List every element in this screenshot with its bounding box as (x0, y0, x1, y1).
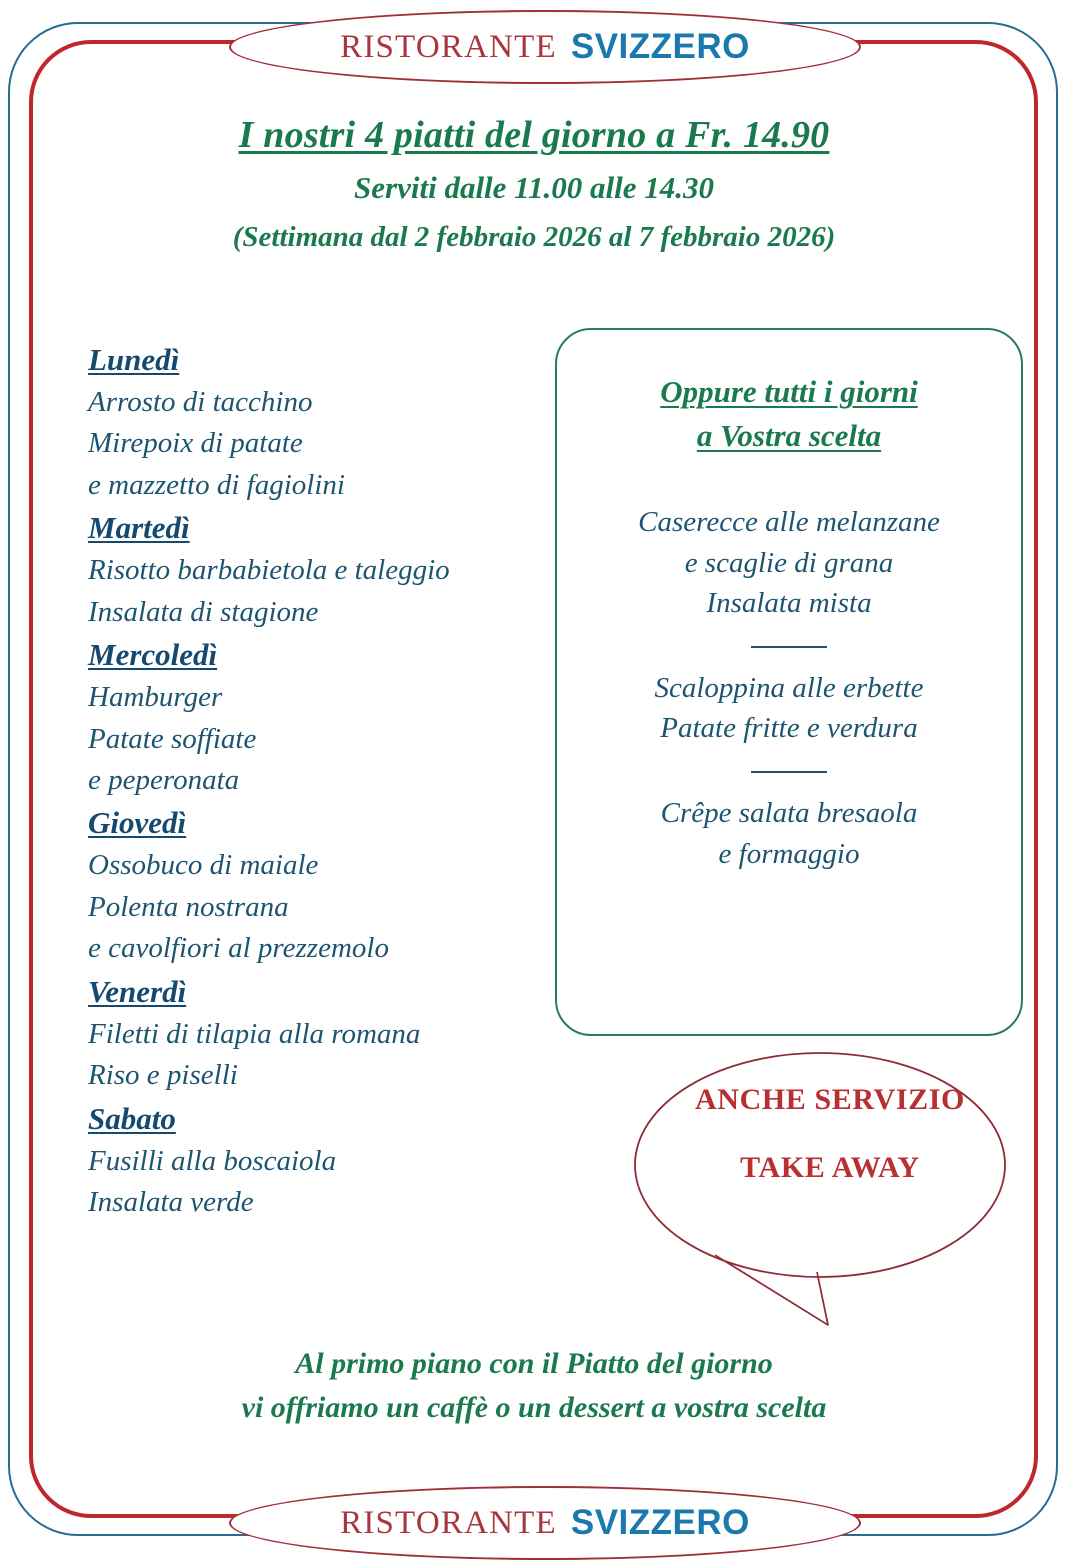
option-divider (751, 771, 827, 773)
day-heading-martedi: Martedì (88, 510, 190, 546)
option-line: e scaglie di grana (684, 546, 894, 579)
dish-item: Riso e piselli (88, 1059, 238, 1092)
day-block (88, 635, 538, 801)
footer-line2: vi offriamo un caffè o un dessert a vostra scelta (241, 1390, 827, 1424)
logo-ristorante-text: RISTORANTE (340, 28, 557, 65)
dish-item: Hamburger (88, 681, 223, 714)
day-block (88, 1099, 538, 1224)
option-line: Scaloppina alle erbette (654, 671, 924, 704)
alternatives-heading-line2: a Vostra scelta (696, 418, 882, 454)
week-range: (Settimana dal 2 febbraio 2026 al 7 febbraio 2026) (232, 220, 836, 253)
dish-item: e mazzetto di fagiolini (88, 468, 345, 501)
logo-ristorante-text: RISTORANTE (340, 1504, 557, 1541)
day-heading-lunedi: Lunedì (88, 342, 180, 377)
alternative-option (555, 502, 1023, 624)
logo-svizzero-text: SVIZZERO (570, 1503, 750, 1542)
daily-alternatives-content (555, 328, 1023, 874)
day-heading-giovedi: Giovedì (88, 805, 187, 841)
option-line: Patate fritte e verdura (660, 712, 918, 745)
day-heading-venerdi: Venerdì (88, 973, 187, 1009)
takeaway-line1: ANCHE SERVIZIO (695, 1083, 965, 1116)
day-heading-sabato: Sabato (88, 1100, 176, 1136)
dish-item: Ossobuco di maiale (88, 849, 319, 882)
option-line: e formaggio (718, 837, 860, 870)
page-title: I nostri 4 piatti del giorno a Fr. 14.90 (238, 114, 830, 156)
takeaway-text (645, 1085, 1015, 1183)
dish-item: e peperonata (88, 764, 240, 796)
logo-footer (229, 1486, 861, 1560)
dish-item: e cavolfiori al prezzemolo (88, 932, 389, 965)
weekday-menu-list (88, 340, 538, 1225)
day-heading-mercoledi: Mercoledì (88, 637, 218, 673)
day-block (88, 340, 538, 506)
dish-item: Insalata di stagione (88, 595, 319, 628)
logo-svizzero-text: SVIZZERO (570, 27, 750, 66)
option-divider (751, 646, 827, 648)
takeaway-line2: TAKE AWAY (740, 1151, 920, 1184)
option-line: Caserecce alle melanzane (638, 506, 940, 539)
dish-item: Insalata verde (88, 1186, 254, 1218)
option-line: Crêpe salata bresaola (660, 797, 918, 829)
option-line: Insalata mista (706, 587, 872, 620)
alternatives-heading (555, 370, 1023, 458)
logo-header (229, 10, 861, 84)
dish-item: Mirepoix di patate (88, 427, 303, 460)
alternative-option (555, 668, 1023, 749)
alternatives-heading-line1: Oppure tutti i giorni (660, 374, 918, 409)
menu-headings (60, 112, 1008, 254)
footer-line1: Al primo piano con il Piatto del giorno (295, 1347, 773, 1380)
dish-item: Arrosto di tacchino (88, 385, 313, 418)
dish-item: Fusilli alla boscaiola (88, 1144, 337, 1177)
footer-offer-note (60, 1342, 1008, 1429)
day-block (88, 972, 538, 1097)
alternative-option (555, 793, 1023, 874)
day-block (88, 508, 538, 633)
dish-item: Filetti di tilapia alla romana (88, 1017, 421, 1050)
dish-item: Risotto barbabietola e taleggio (88, 554, 450, 587)
serving-hours: Serviti dalle 11.00 alle 14.30 (354, 170, 714, 206)
day-block (88, 803, 538, 969)
dish-item: Patate soffiate (88, 722, 257, 755)
dish-item: Polenta nostrana (88, 890, 289, 923)
